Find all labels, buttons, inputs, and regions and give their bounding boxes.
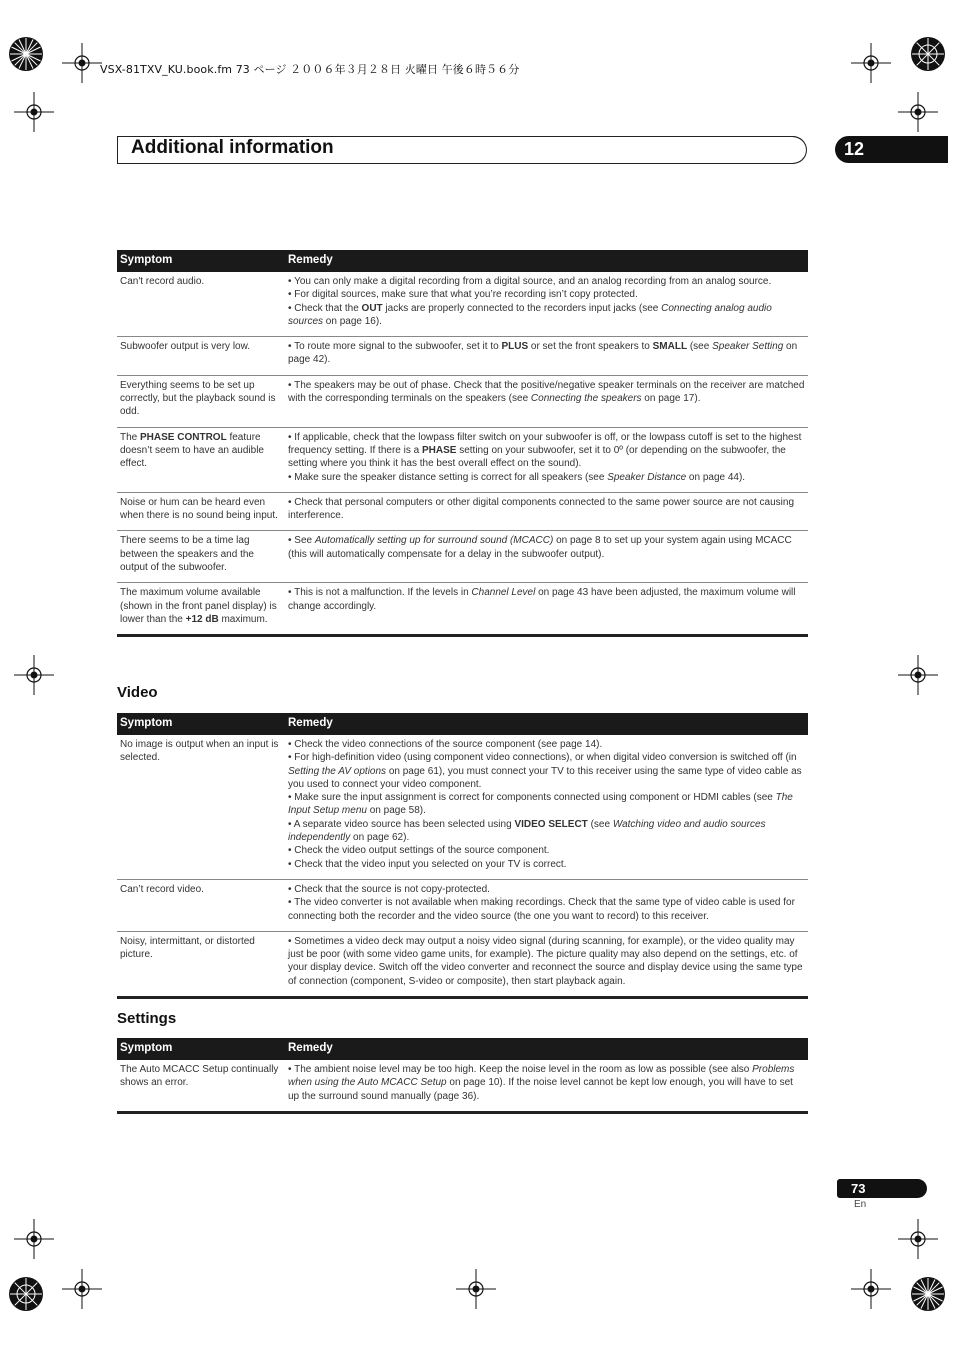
symptom-cell xyxy=(117,583,285,636)
column-header-remedy: Remedy xyxy=(285,713,808,735)
text-run: on page 44). xyxy=(686,471,746,483)
remedy-item xyxy=(288,858,805,871)
symptom-cell xyxy=(117,735,285,879)
text-run: feature doesn’t seem to have an audible effect. xyxy=(120,431,264,470)
remedy-cell xyxy=(285,531,808,583)
text-run: • A separate video source has been selected using xyxy=(288,818,515,830)
text-run: on page 43 have been adjusted, the maximum volume will change accordingly. xyxy=(288,587,796,612)
text-run: on page 8 to set up your system again using MCACC (this will automatically compensate for a delay in the subwoofer output). xyxy=(288,535,792,560)
text-run: (see xyxy=(587,818,613,830)
remedy-cell xyxy=(285,337,808,376)
remedy-item xyxy=(288,791,805,818)
bold-text: VIDEO SELECT xyxy=(514,818,588,830)
text-run: on page 17). xyxy=(641,393,701,405)
text-run: on page 58). xyxy=(366,805,426,817)
text-run: on page 62). xyxy=(350,832,410,844)
table-row xyxy=(117,531,808,583)
symptom-cell xyxy=(117,931,285,997)
text-run: There seems to be a time lag between the speakers and the output of the subwoofer. xyxy=(120,535,254,574)
italic-reference: Connecting the speakers xyxy=(530,393,642,405)
registration-starburst-icon xyxy=(8,36,44,72)
page-number: 73 xyxy=(851,1181,866,1196)
table-row xyxy=(117,931,808,997)
file-header: VSX-81TXV_KU.book.fm 73 ページ ２００６年３月２８日 火曜日 午後６時５６分 xyxy=(100,63,520,76)
remedy-cell xyxy=(285,272,808,337)
remedy-cell xyxy=(285,427,808,492)
symptom-cell xyxy=(117,1060,285,1112)
crosshair-mark-icon xyxy=(898,655,938,695)
title-bar-end-cap xyxy=(780,136,807,164)
text-run: • Check that the video input you selected on your TV is correct. xyxy=(288,858,567,870)
italic-reference: Connecting analog audio sources xyxy=(288,302,772,327)
remedy-cell xyxy=(285,879,808,931)
text-run: maximum. xyxy=(218,613,268,625)
chapter-number: 12 xyxy=(844,139,865,159)
remedy-item xyxy=(288,883,805,896)
italic-reference: Speaker Distance xyxy=(607,471,687,483)
text-run: • Check that the xyxy=(288,302,362,314)
column-header-symptom: Symptom xyxy=(117,250,285,272)
text-run: Noise or hum can be heard even when there is no sound being input. xyxy=(120,496,278,522)
column-header-remedy: Remedy xyxy=(285,1038,808,1060)
remedy-item xyxy=(288,288,805,301)
text-run: The xyxy=(120,431,141,443)
remedy-item xyxy=(288,935,805,988)
text-run: on page 61), you must connect your TV to this receiver using the same type of video cable as you used to connect your video component. xyxy=(288,765,802,790)
bold-text: SMALL xyxy=(652,341,688,353)
column-header-symptom: Symptom xyxy=(117,713,285,735)
text-run: on page 10). If the noise level cannot be kept low enough, you will have to set up the surround sound manually (page 36). xyxy=(288,1077,793,1102)
text-run: setting on your subwoofer, set it to 0º (or depending on the subwoofer, the setting where you think it has the best overall effect on the sound). xyxy=(288,444,786,470)
page-title: Additional information xyxy=(131,137,334,158)
remedy-item xyxy=(288,844,805,857)
text-run: • To route more signal to the subwoofer, set it to xyxy=(288,341,502,353)
table-row xyxy=(117,735,808,879)
italic-reference: Setting the AV options xyxy=(288,765,387,777)
crosshair-mark-icon xyxy=(14,92,54,132)
troubleshooting-table-settings xyxy=(117,1038,808,1114)
text-run: • Make sure the speaker distance setting is correct for all speakers (see xyxy=(288,471,608,483)
remedy-item xyxy=(288,818,805,845)
italic-reference: Channel Level xyxy=(471,587,536,599)
table-row xyxy=(117,427,808,492)
italic-reference: Speaker Setting xyxy=(712,341,784,353)
remedy-item xyxy=(288,379,805,406)
crosshair-mark-icon xyxy=(456,1269,496,1309)
italic-reference: The Input Setup menu xyxy=(288,792,793,817)
remedy-item xyxy=(288,302,805,329)
crosshair-mark-icon xyxy=(851,1269,891,1309)
text-run: No image is output when an input is selected. xyxy=(120,739,279,764)
remedy-item xyxy=(288,534,805,561)
section-heading-video: Video xyxy=(117,684,158,701)
text-run: Subwoofer output is very low. xyxy=(120,341,251,353)
crosshair-mark-icon xyxy=(898,1219,938,1259)
text-run: Everything seems to be set up correctly, but the playback sound is odd. xyxy=(120,379,276,418)
symptom-cell xyxy=(117,879,285,931)
chapter-tab xyxy=(835,136,948,163)
text-run: • See xyxy=(288,535,315,547)
italic-reference: Automatically setting up for surround sound (MCACC) xyxy=(314,535,554,547)
text-run: • Check that the source is not copy-protected. xyxy=(288,883,490,895)
text-run: on page 42). xyxy=(288,341,798,366)
symptom-cell xyxy=(117,272,285,337)
bold-text: OUT xyxy=(361,302,383,314)
text-run: jacks are properly connected to the recorders input jacks (see xyxy=(382,302,662,314)
text-run: Can't record audio. xyxy=(120,276,205,287)
crosshair-mark-icon xyxy=(62,1269,102,1309)
text-run: • Check that personal computers or other digital components connected to the same power source are not causing interference. xyxy=(288,496,795,522)
remedy-cell xyxy=(285,375,808,427)
bold-text: PHASE CONTROL xyxy=(140,431,227,443)
text-run: on page 16). xyxy=(323,315,382,327)
remedy-cell xyxy=(285,735,808,879)
text-run: • For high-definition video (using component video connections), or when digital video conversion is switched off (in xyxy=(288,752,797,764)
text-run: • Check the video output settings of the source component. xyxy=(288,845,550,857)
remedy-item xyxy=(288,340,805,367)
text-run: Can’t record video. xyxy=(120,883,204,895)
text-run: • You can only make a digital recording from a digital source, and an analog recording from an analog source. xyxy=(288,276,772,287)
crosshair-mark-icon xyxy=(62,43,102,83)
troubleshooting-table-video xyxy=(117,713,808,999)
text-run: The Auto MCACC Setup continually shows an error. xyxy=(120,1064,279,1089)
crosshair-mark-icon xyxy=(898,92,938,132)
text-run: • The video converter is not available when making recordings. Check that the same type of video cable is used for connecting both the recorder and the video source (the one you want to record) to this receiver. xyxy=(288,897,795,922)
table-header-row xyxy=(117,250,808,272)
remedy-item xyxy=(288,471,805,484)
symptom-cell xyxy=(117,375,285,427)
text-run: • This is not a malfunction. If the levels in xyxy=(288,587,472,599)
table-row xyxy=(117,879,808,931)
symptom-cell xyxy=(117,492,285,531)
section-heading-settings: Settings xyxy=(117,1010,177,1027)
text-run: • Check the video connections of the source component (see page 14). xyxy=(288,739,603,750)
table-row xyxy=(117,337,808,376)
remedy-item xyxy=(288,738,805,751)
bold-text: +12 dB xyxy=(185,613,219,625)
column-header-symptom: Symptom xyxy=(117,1038,285,1060)
symptom-cell xyxy=(117,337,285,376)
crosshair-mark-icon xyxy=(14,1219,54,1259)
remedy-item xyxy=(288,896,805,923)
remedy-item xyxy=(288,751,805,791)
bold-text: PHASE xyxy=(421,444,457,456)
language-label: En xyxy=(854,1199,867,1210)
text-run: • For digital sources, make sure that what you’re recording isn’t copy protected. xyxy=(288,289,638,301)
text-run: • Sometimes a video deck may output a noisy video signal (during scanning, for example), or the video quality may just be poor (with some video game units, for example). The picture quality may also depend on the settings, etc. of your display device. Switch off the video converter and reconnect the source and display device using the same type of connection (component, S-video or composite), then start playback again. xyxy=(288,935,803,987)
page-number-tab xyxy=(837,1179,927,1198)
text-run: or set the front speakers to xyxy=(528,341,653,353)
italic-reference: Watching video and audio sources independently xyxy=(288,818,766,844)
table-row xyxy=(117,375,808,427)
text-run: • The ambient noise level may be too high. Keep the noise level in the room as low as possible (see also xyxy=(288,1064,753,1075)
remedy-item xyxy=(288,275,805,288)
registration-starburst-icon xyxy=(910,36,946,72)
remedy-cell xyxy=(285,492,808,531)
crosshair-mark-icon xyxy=(851,43,891,83)
symptom-cell xyxy=(117,531,285,583)
remedy-item xyxy=(288,1063,805,1103)
table-row xyxy=(117,272,808,337)
table-row xyxy=(117,583,808,636)
remedy-item xyxy=(288,431,805,471)
remedy-item xyxy=(288,496,805,523)
registration-starburst-icon xyxy=(910,1276,946,1312)
table-row xyxy=(117,492,808,531)
symptom-cell xyxy=(117,427,285,492)
table-header-row xyxy=(117,1038,808,1060)
remedy-cell xyxy=(285,931,808,997)
italic-reference: Problems when using the Auto MCACC Setup xyxy=(288,1064,795,1089)
table-row xyxy=(117,1060,808,1112)
remedy-item xyxy=(288,586,805,613)
remedy-cell xyxy=(285,1060,808,1112)
text-run: • Make sure the input assignment is correct for components connected using component or HDMI cables (see xyxy=(288,792,776,804)
troubleshooting-table-general xyxy=(117,250,808,637)
text-run: (see xyxy=(687,341,713,353)
column-header-remedy: Remedy xyxy=(285,250,808,272)
text-run: • The speakers may be out of phase. Check that the positive/negative speaker terminals on the receiver are matched with the corresponding terminals on the speakers (see xyxy=(288,379,805,405)
text-run: The maximum volume available (shown in the front panel display) is lower than the xyxy=(120,587,277,625)
remedy-cell xyxy=(285,583,808,636)
registration-starburst-icon xyxy=(8,1276,44,1312)
table-header-row xyxy=(117,713,808,735)
crosshair-mark-icon xyxy=(14,655,54,695)
text-run: • If applicable, check that the lowpass filter switch on your subwoofer is off, or the lowpass cutoff is set to the highest frequency setting. If there is a xyxy=(288,431,802,456)
text-run: Noisy, intermittant, or distorted picture. xyxy=(120,935,255,961)
bold-text: PLUS xyxy=(501,341,529,353)
